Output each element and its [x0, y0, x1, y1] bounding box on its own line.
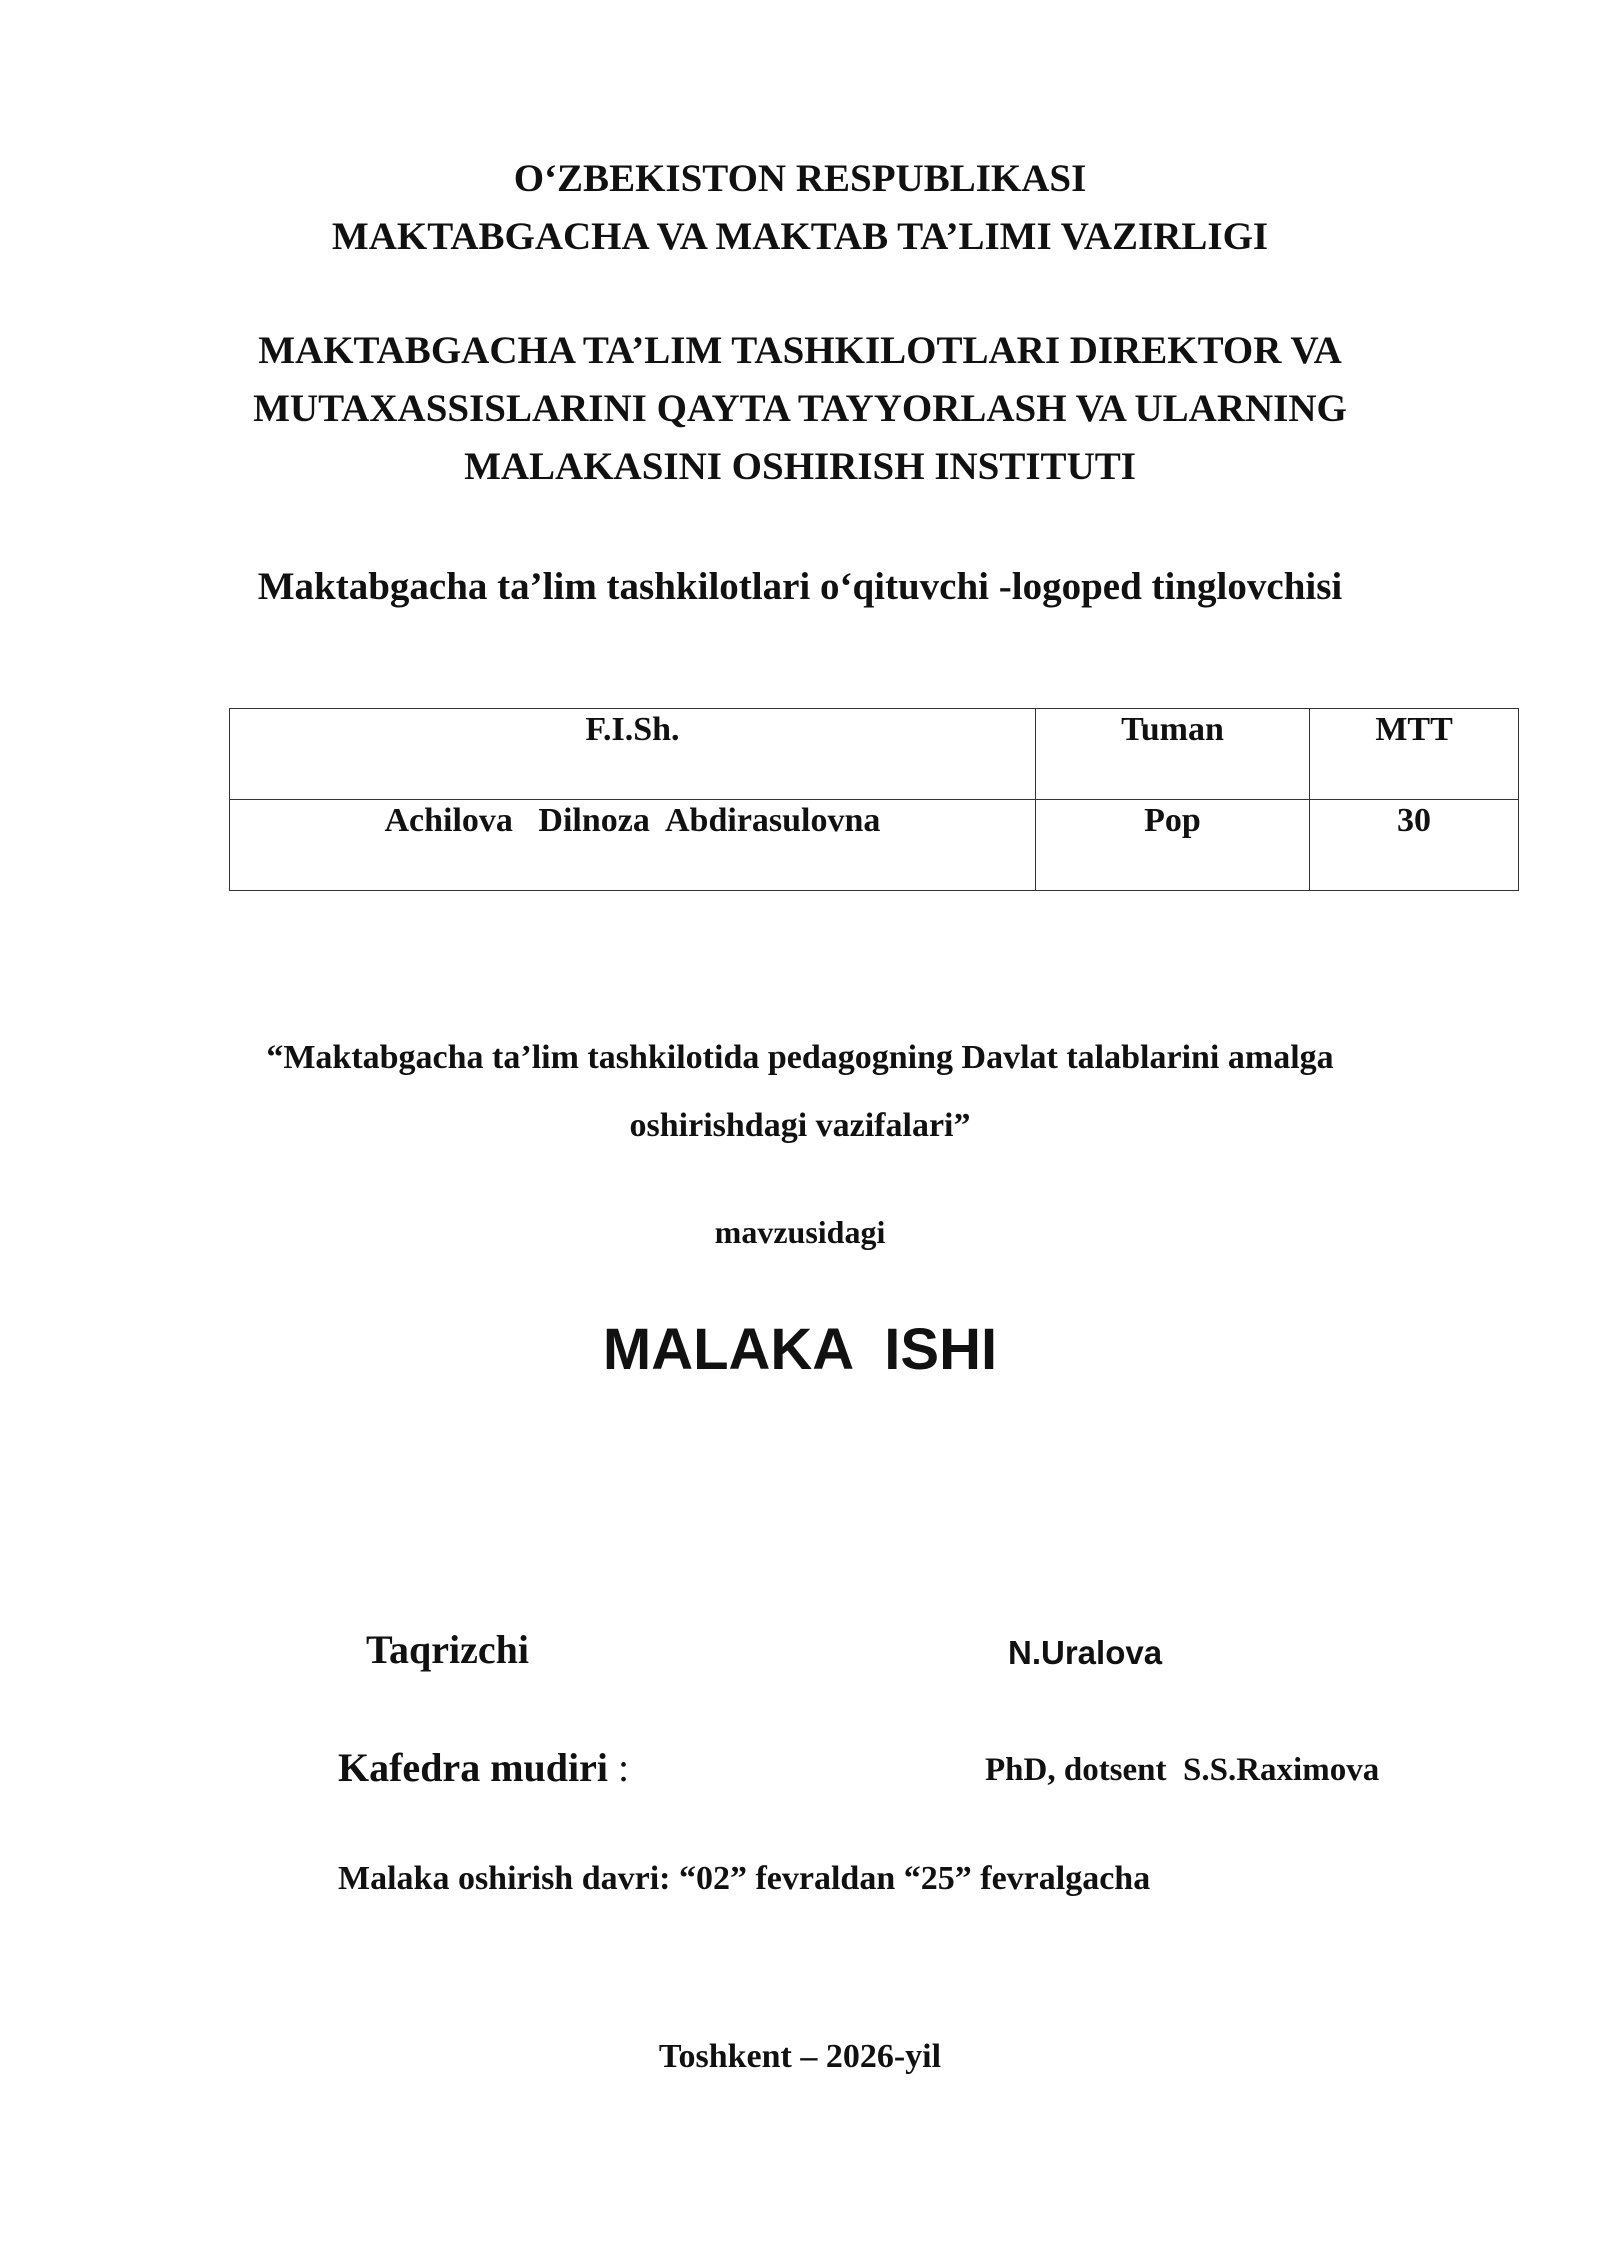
cell-district: Pop [1035, 800, 1309, 891]
mavzusidagi-label: mavzusidagi [714, 1214, 886, 1250]
theme-line-1: “Maktabgacha ta’lim tashkilotida pedagogning Davlat talablarini amalga [266, 1039, 1334, 1076]
department-head-name: PhD, dotsent S.S.Raximova [985, 1752, 1380, 1788]
institute-line-3: MALAKASINI OSHIRISH INSTITUTI [464, 445, 1136, 488]
ministry-line-1: O‘ZBEKISTON RESPUBLIKASI [513, 157, 1087, 200]
department-head-label [338, 1744, 629, 1791]
training-period: Malaka oshirish davri: “02” fevraldan “25” fevralgacha [338, 1860, 1151, 1897]
work-title: MALAKA ISHI [602, 1317, 998, 1382]
student-info-table [229, 708, 1519, 891]
header-tuman: Tuman [1035, 709, 1309, 800]
reviewer-name: N.Uralova [1008, 1634, 1163, 1671]
cell-full-name: Achilova Dilnoza Abdirasulovna [230, 800, 1036, 891]
header-fish: F.I.Sh. [230, 709, 1036, 800]
ministry-line-2: MAKTABGACHA VA MAKTAB TA’LIMI VAZIRLIGI [331, 215, 1269, 258]
institute-line-1: MAKTABGACHA TA’LIM TASHKILOTLARI DIREKTOR VA [258, 329, 1342, 372]
cell-mtt-number: 30 [1310, 800, 1519, 891]
reviewer-label: Taqrizchi [366, 1627, 529, 1672]
header-mtt: MTT [1310, 709, 1519, 800]
table-row [230, 800, 1519, 891]
theme-title [0, 1024, 1600, 1160]
audience-line: Maktabgacha ta’lim tashkilotlari o‘qituvchi -logoped tinglovchisi [257, 565, 1343, 608]
ministry-heading [0, 150, 1600, 266]
institute-heading [0, 322, 1600, 496]
city-year: Toshkent – 2026-yil [658, 2038, 942, 2075]
department-head-label-text: Kafedra mudiri [338, 1745, 608, 1790]
department-head-colon: : [607, 1745, 630, 1790]
institute-line-2: MUTAXASSISLARINI QAYTA TAYYORLASH VA ULARNING [253, 387, 1347, 430]
theme-line-2: oshirishdagi vazifalari” [629, 1107, 971, 1144]
table-header-row [230, 709, 1519, 800]
